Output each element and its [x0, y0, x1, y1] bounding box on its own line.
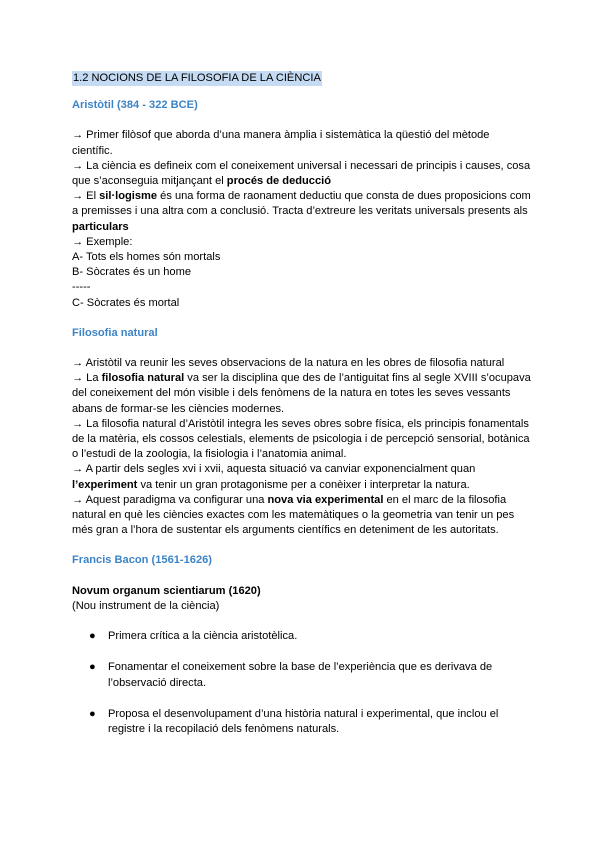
bullet-list: [72, 629, 532, 737]
section-title-filosofia-natural: Filosofia natural: [72, 326, 158, 339]
list-item-text: Proposa el desenvolupament d’una història natural i experimental, que inclou el registre i la recopilació dels fenòmens naturals.: [108, 707, 499, 735]
bold-text: sil·logisme: [99, 190, 158, 203]
section-body-aristotil: [72, 128, 532, 310]
list-item-text: Primera crítica a la ciència aristotèlica.: [108, 630, 298, 643]
paragraph: → A partir dels segles xvi i xvii, aquesta situació va canviar exponencialment quan l’experiment va tenir un gran protagonisme per a conèixer i interpretar la natura.: [72, 463, 476, 491]
paragraph: A- Tots els homes són mortals: [72, 251, 221, 264]
section-body-filosofia-natural: [72, 356, 532, 538]
paragraph: → Aquest paradigma va configurar una nova via experimental en el marc de la filosofia natural en què les ciències exactes com les matemàtiques o la geometria van tenir un pes més gran a l’hora de sustentar els arguments científics en deteniment de les autoritats.: [72, 493, 515, 537]
subtitle-note: (Nou instrument de la ciència): [72, 599, 220, 612]
bullet-icon: ●: [89, 630, 96, 643]
list-item: [72, 629, 532, 644]
paragraph: → Exemple:: [72, 235, 133, 248]
paragraph: → La filosofia natural d’Aristòtil integra les seves obres sobre física, els principis fonamentals de la matèria, els cossos celestials, elements de psicologia i de percepció sensorial, botànica o l’estudi de la zoologia, la fisiologia i l’anatomia animal.: [72, 417, 530, 461]
paragraph: → La filosofia natural va ser la disciplina que des de l’antiguitat fins al segle XVIII s’ocupava del coneixement del món visible i dels fenòmens de la natura en totes les seves vessants abans de formar-se les ciències modernes.: [72, 372, 531, 415]
bold-text: nova via experimental: [267, 493, 384, 506]
document-content: [72, 71, 532, 753]
section-title-francis-bacon: Francis Bacon (1561-1626): [72, 554, 212, 567]
list-item-text: Fonamentar el coneixement sobre la base de l’experiència que es derivava de l’observació directa.: [108, 661, 493, 689]
subtitle-novum-organum: Novum organum scientiarum (1620): [72, 584, 261, 597]
section-title-aristotil: Aristòtil (384 - 322 BCE): [72, 99, 198, 112]
paragraph: -----: [72, 281, 91, 294]
bold-text: l’experiment: [72, 478, 138, 491]
bullet-icon: ●: [89, 707, 96, 720]
list-item: [72, 660, 532, 690]
bold-text: particulars: [72, 220, 129, 233]
paragraph: B- Sòcrates és un home: [72, 266, 192, 279]
paragraph: → Primer filòsof que aborda d’una manera àmplia i sistemàtica la qüestió del mètode científic.: [72, 129, 490, 157]
bold-text: filosofia natural: [101, 372, 185, 385]
bold-text: procés de deducció: [226, 175, 331, 188]
page-heading: 1.2 NOCIONS DE LA FILOSOFIA DE LA CIÈNCIA: [72, 71, 322, 86]
paragraph: → La ciència es defineix com el coneixement universal i necessari de principis i causes, cosa que s’aconseguia mitjançant el procés de deducció: [72, 159, 531, 188]
bullet-icon: ●: [89, 661, 96, 674]
paragraph: C- Sòcrates és mortal: [72, 296, 180, 309]
list-item: [72, 707, 532, 737]
paragraph: → El sil·logisme és una forma de raonament deductiu que consta de dues proposicions com a premisses i una altra com a conclusió. Tracta d’extreure les veritats universals presents als particulars: [72, 190, 531, 233]
paragraph: → Aristòtil va reunir les seves observacions de la natura en les obres de filosofia natural: [72, 357, 505, 370]
